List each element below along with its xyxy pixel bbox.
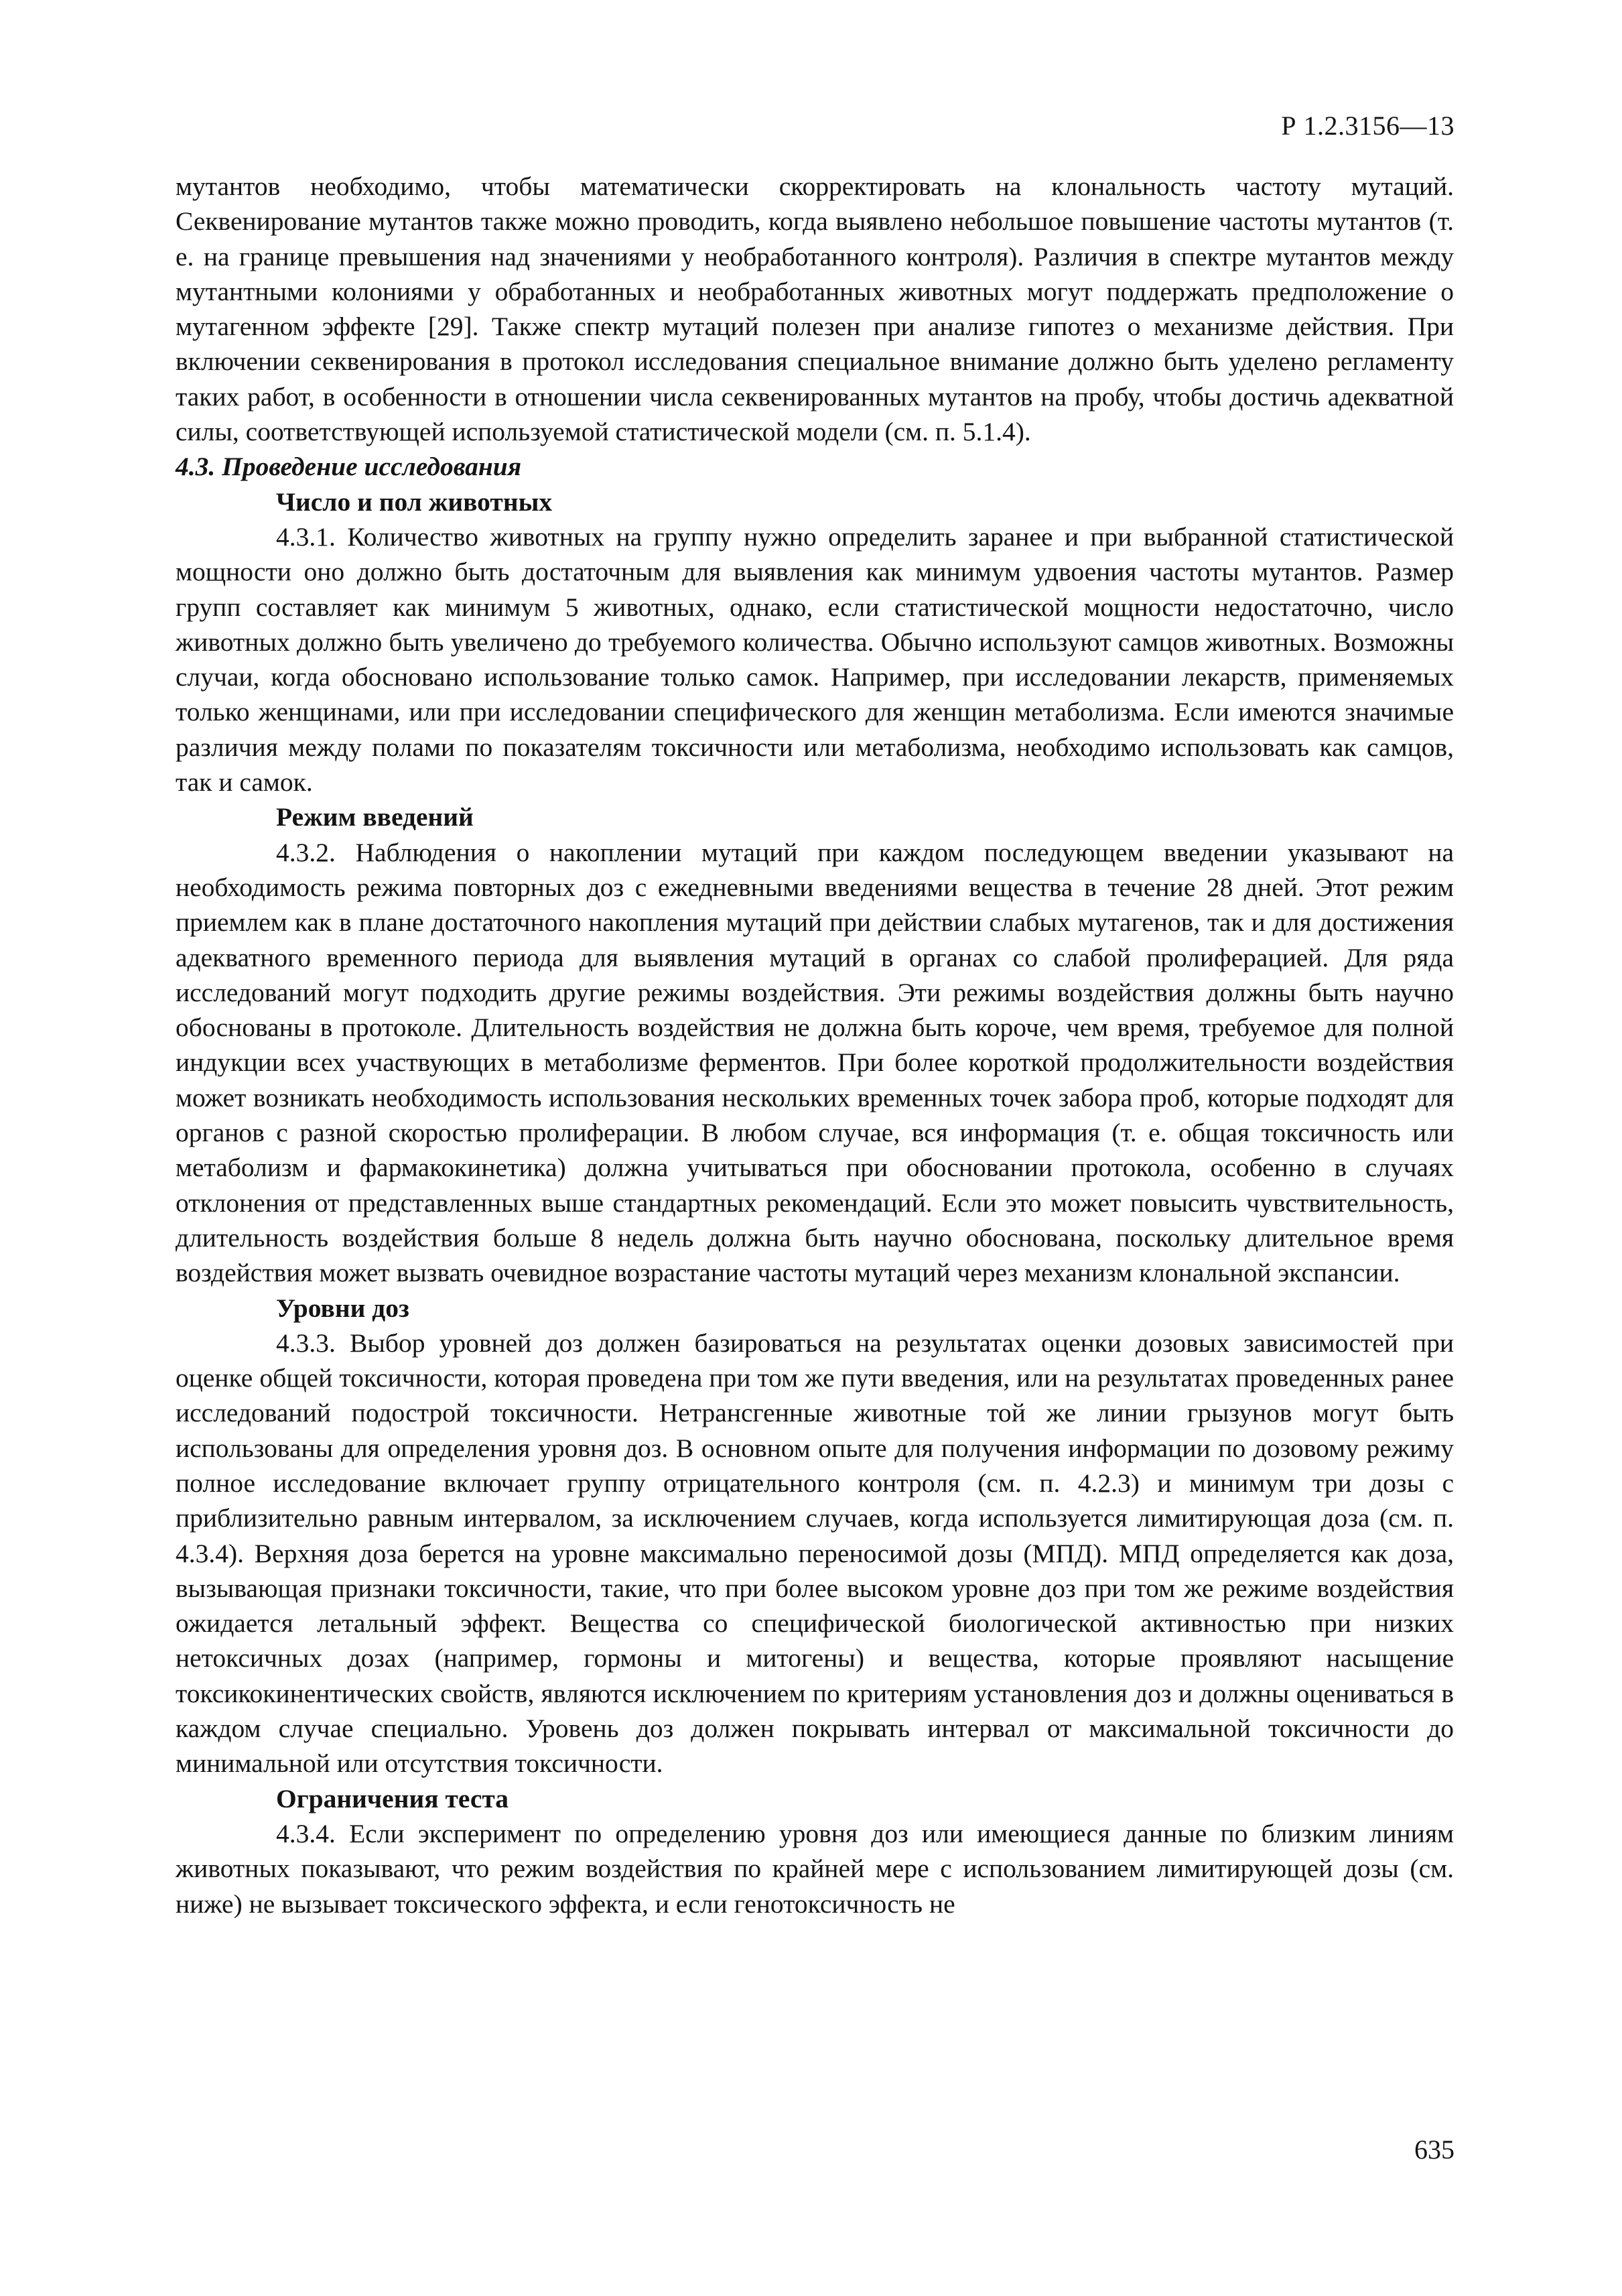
subheading-dose-levels: Уровни доз xyxy=(276,1293,409,1323)
paragraph-continuation: мутантов необходимо, чтобы математически скорректировать на клональность частоту мутаций. Секвенирование мутантов также можно проводить, когда выявлено небольшое повышение частоты мутантов (т. е. на границе превышения над значениями у необработанного контроля). Различия в спектре мутантов между мутантными колониями у обработанных и необработанных животных могут поддержать предположение о мутагенном эффекте [29]. Также спектр мутаций полезен при анализе гипотез о механизме действия. При включении секвенирования в протокол исследования специальное внимание должно быть уделено регламенту таких работ, в особенности в отношении числа секвенированных мутантов на пробу, чтобы достичь адекватной силы, соответствующей используемой статистической модели (см. п. 5.1.4). xyxy=(176,172,1454,447)
page-body xyxy=(176,169,1454,1921)
paragraph-4-3-3: 4.3.3. Выбор уровней доз должен базироваться на результатах оценки дозовых зависимостей при оценке общей токсичности, которая проведена при том же пути введения, или на результатах проведенных ранее исследований подострой токсичности. Нетрансгенные животные той же линии грызунов могут быть использованы для определения уровня доз. В основном опыте для получения информации по дозовому режиму полное исследование включает группу отрицательного контроля (см. п. 4.2.3) и минимум три дозы с приблизительно равным интервалом, за исключением случаев, когда используется лимитирующая доза (см. п. 4.3.4). Верхняя доза берется на уровне максимально переносимой дозы (МПД). МПД определяется как доза, вызывающая признаки токсичности, такие, что при более высоком уровне доз при том же режиме воздействия ожидается летальный эффект. Вещества со специфической биологической активностью при низких нетоксичных дозах (например, гормоны и митогены) и вещества, которые проявляют насыщение токсикокинентических свойств, являются исключением по критериям установления доз и должны оцениваться в каждом случае специально. Уровень доз должен покрывать интервал от максимальной токсичности до минимальной или отсутствия токсичности. xyxy=(176,1328,1454,1779)
paragraph-4-3-2: 4.3.2. Наблюдения о накоплении мутаций при каждом последующем введении указывают на необходимость режима повторных доз с ежедневными введениями вещества в течение 28 дней. Этот режим приемлем как в плане достаточного накопления мутаций при действии слабых мутагенов, так и для достижения адекватного временного периода для выявления мутаций в органах со слабой пролиферацией. Для ряда исследований могут подходить другие режимы воздействия. Эти режимы воздействия должны быть научно обоснованы в протоколе. Длительность воздействия не должна быть короче, чем время, требуемое для полной индукции всех участвующих в метаболизме ферментов. При более короткой продолжительности воздействия может возникать необходимость использования нескольких временных точек забора проб, которые подходят для органов с разной скоростью пролиферации. В любом случае, вся информация (т. е. общая токсичность или метаболизм и фармакокинетика) должна учитываться при обосновании протокола, особенно в случаях отклонения от представленных выше стандартных рекомендаций. Если это может повысить чувствительность, длительность воздействия больше 8 недель должна быть научно обоснована, поскольку длительное время воздействия может вызвать очевидное возрастание частоты мутаций через механизм клональной экспансии. xyxy=(176,837,1454,1288)
subheading-test-limits: Ограничения теста xyxy=(276,1783,509,1813)
section-title: 4.3. Проведение исследования xyxy=(176,452,522,482)
subheading-animals: Число и пол животных xyxy=(276,487,553,517)
page-number: 635 xyxy=(1414,2134,1455,2165)
document-code: Р 1.2.3156—13 xyxy=(1281,111,1455,141)
subheading-regimen: Режим введений xyxy=(276,802,474,832)
paragraph-4-3-1: 4.3.1. Количество животных на группу нужно определить заранее и при выбранной статистической мощности оно должно быть достаточным для выявления как минимум удвоения частоты мутантов. Размер групп составляет как минимум 5 животных, однако, если статистической мощности недостаточно, число животных должно быть увеличено до требуемого количества. Обычно используют самцов животных. Возможны случаи, когда обосновано использование только самок. Например, при исследовании лекарств, применяемых только женщинами, или при исследовании специфического для женщин метаболизма. Если имеются значимые различия между полами по показателям токсичности или метаболизма, необходимо использовать как самцов, так и самок. xyxy=(176,521,1454,798)
paragraph-4-3-4: 4.3.4. Если эксперимент по определению уровня доз или имеющиеся данные по близким линиям животных показывают, что режим воздействия по крайней мере с использованием лимитирующей дозы (см. ниже) не вызывает токсического эффекта, и если генотоксичность не xyxy=(176,1818,1454,1919)
